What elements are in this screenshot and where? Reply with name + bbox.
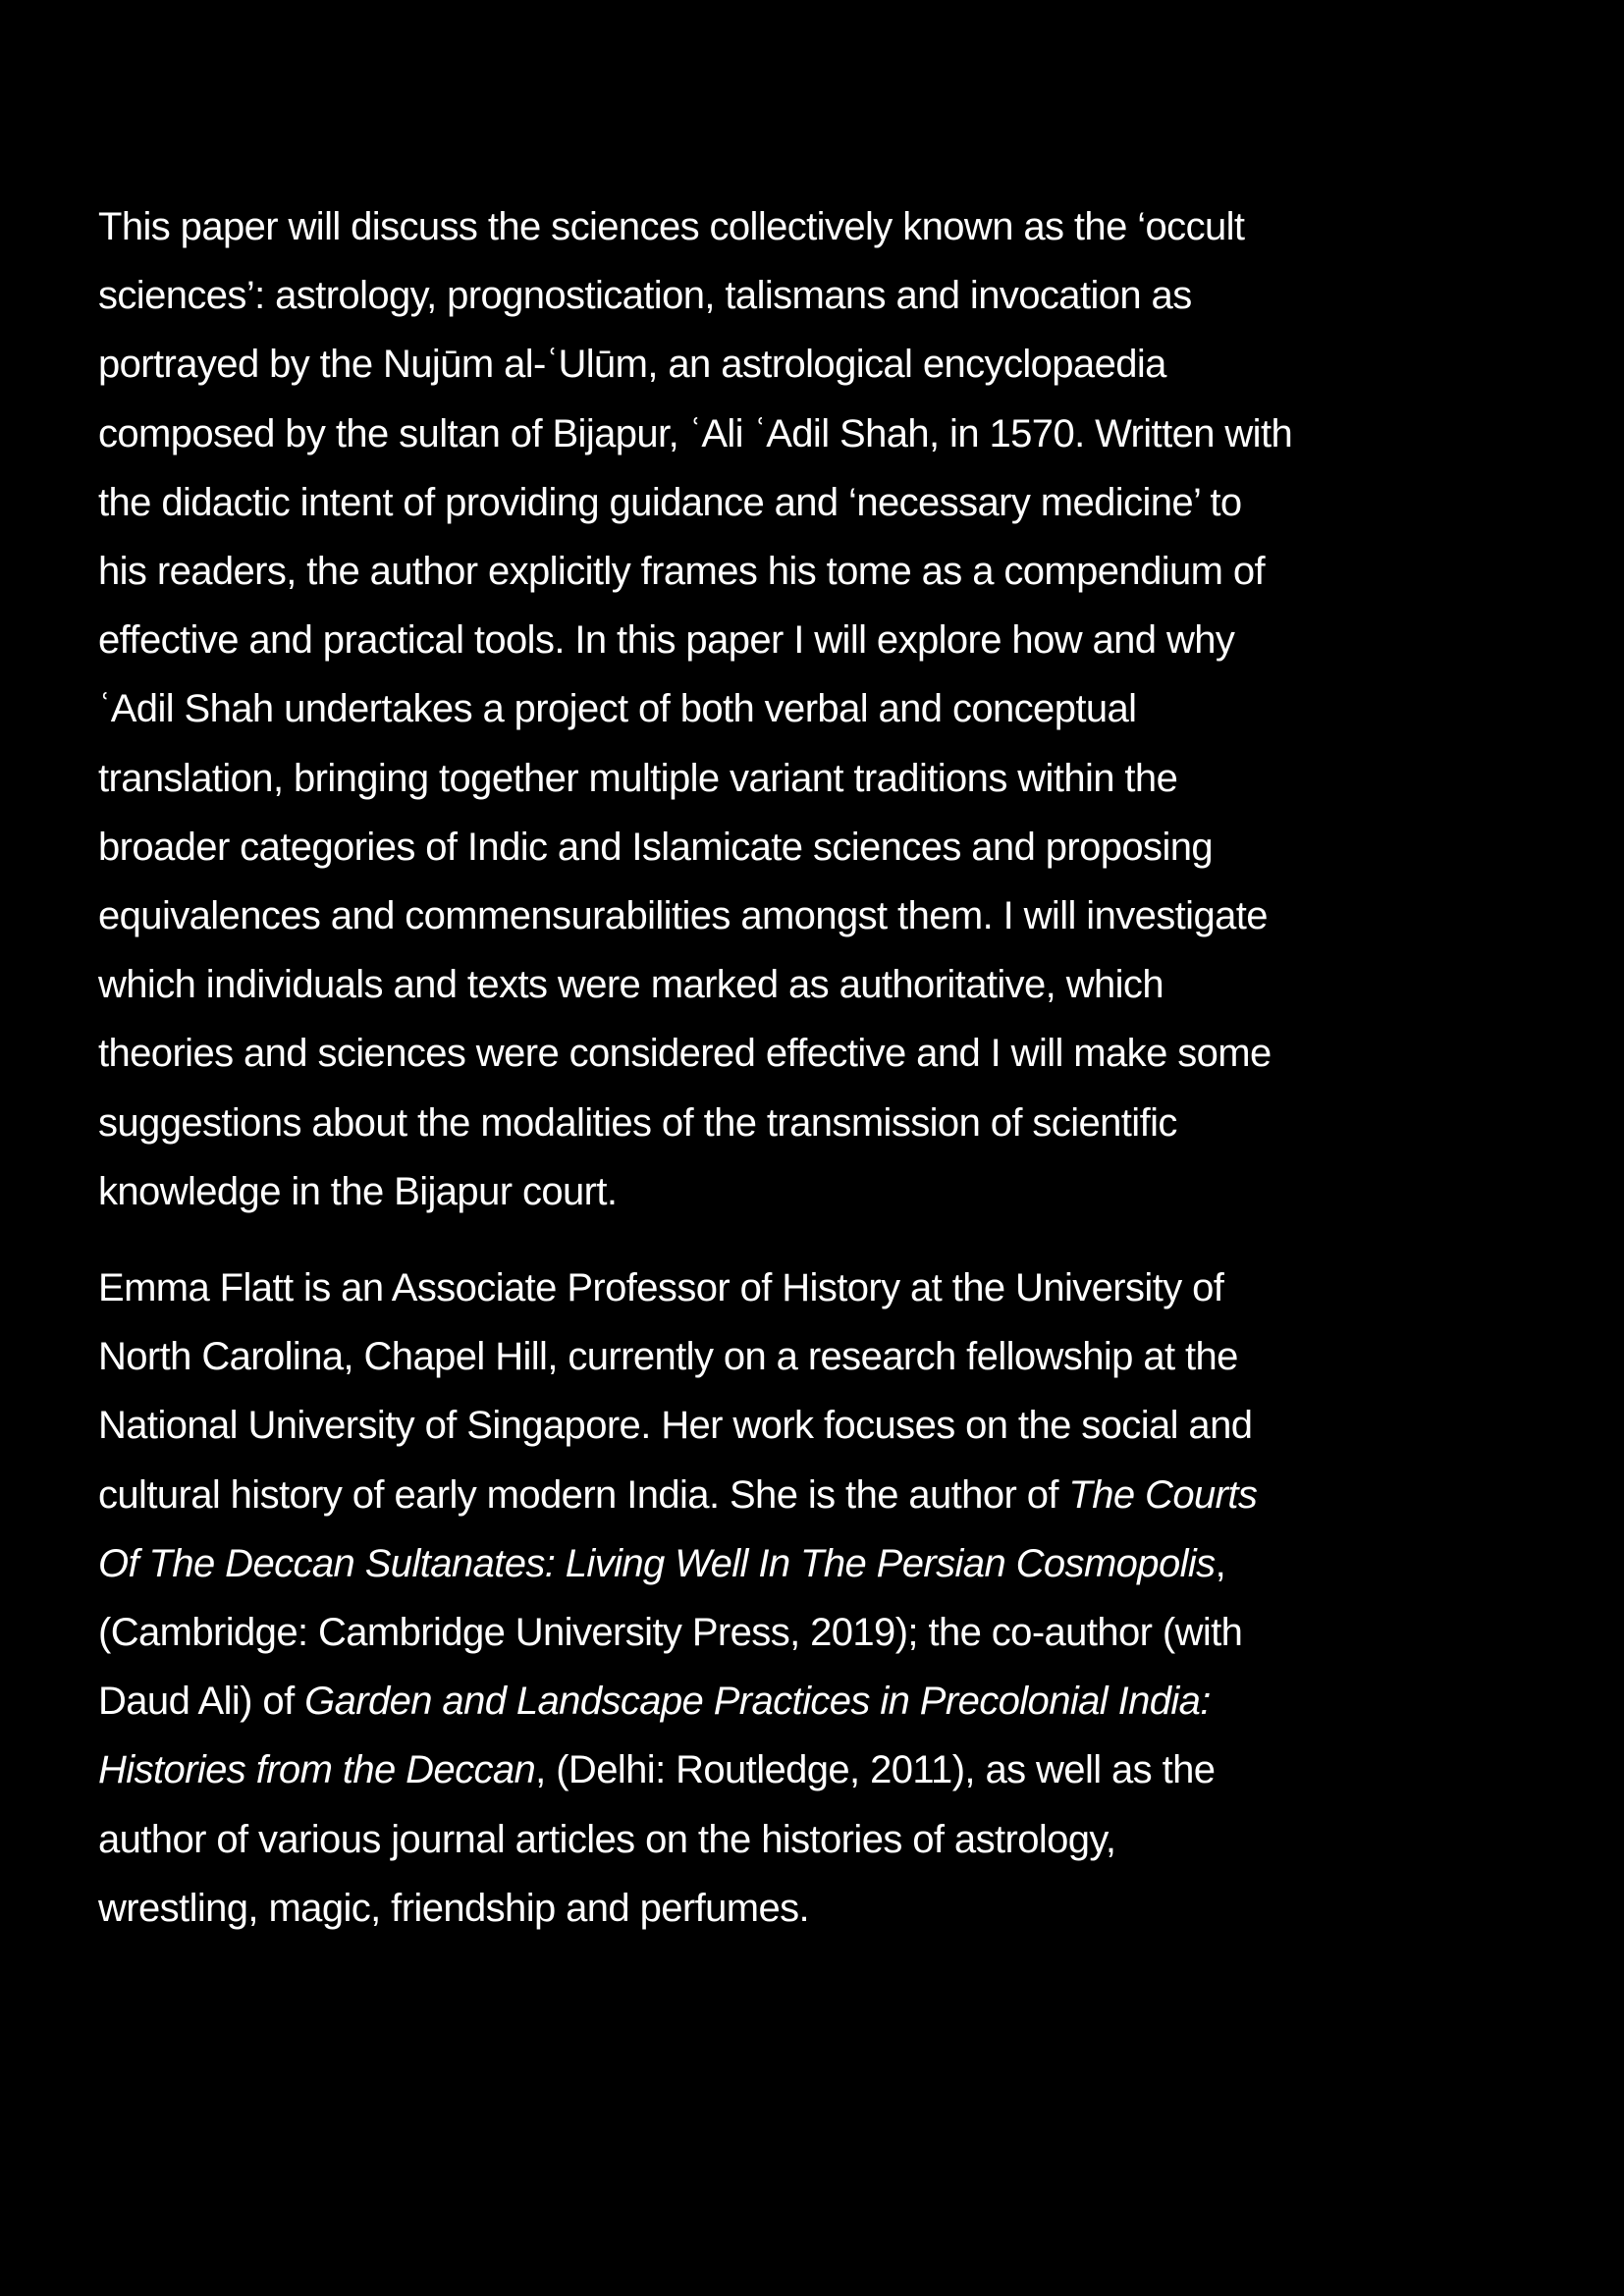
bio-line	[98, 1529, 1532, 1598]
abstract-line: broader categories of Indic and Islamicate sciences and proposing	[98, 825, 1214, 869]
bio-line: North Carolina, Chapel Hill, currently on a research fellowship at the	[98, 1335, 1238, 1379]
abstract-line: knowledge in the Bijapur court.	[98, 1169, 618, 1213]
abstract-line: sciences’: astrology, prognostication, talismans and invocation as	[98, 274, 1192, 318]
abstract-line: This paper will discuss the sciences collectively known as the ‘occult	[98, 205, 1245, 248]
abstract-line: portrayed by the Nujūm al-ʿUlūm, an astrological encyclopaedia	[98, 343, 1166, 387]
abstract-line: translation, bringing together multiple variant traditions within the	[98, 756, 1178, 800]
bio-line: author of various journal articles on the histories of astrology,	[98, 1817, 1116, 1861]
abstract-line: suggestions about the modalities of the transmission of scientific	[98, 1100, 1177, 1145]
bio-line	[98, 1461, 1532, 1529]
abstract-paragraph	[98, 192, 1532, 1226]
bio-text: ,	[1215, 1541, 1226, 1585]
bio-line: Emma Flatt is an Associate Professor of History at the University of	[98, 1266, 1224, 1310]
abstract-line: theories and sciences were considered effective and I will make some	[98, 1032, 1272, 1076]
bio-text: cultural history of early modern India. She is the author of	[98, 1472, 1069, 1517]
book-title-italic: Of The Deccan Sultanates: Living Well In The Persian Cosmopolis	[98, 1541, 1216, 1585]
abstract-line: equivalences and commensurabilities amongst them. I will investigate	[98, 894, 1268, 938]
book-title-italic: Histories from the Deccan	[98, 1748, 536, 1792]
abstract-line: which individuals and texts were marked as authoritative, which	[98, 963, 1164, 1007]
book-title-italic: Garden and Landscape Practices in Precolonial India:	[304, 1680, 1211, 1724]
bio-line: (Cambridge: Cambridge University Press, 2019); the co-author (with	[98, 1611, 1243, 1655]
abstract-line: composed by the sultan of Bijapur, ʿAli ʿAdil Shah, in 1570. Written with	[98, 411, 1293, 455]
abstract-line: his readers, the author explicitly frames his tome as a compendium of	[98, 550, 1266, 594]
author-bio-paragraph	[98, 1254, 1532, 1943]
abstract-line: effective and practical tools. In this paper I will explore how and why	[98, 618, 1235, 663]
bio-text: Daud Ali) of	[98, 1680, 305, 1724]
abstract-line: the didactic intent of providing guidance and ‘necessary medicine’ to	[98, 480, 1242, 524]
abstract-line: ʿAdil Shah undertakes a project of both verbal and conceptual	[98, 687, 1137, 731]
bio-line: wrestling, magic, friendship and perfumes.	[98, 1886, 810, 1930]
bio-text: , (Delhi: Routledge, 2011), as well as the	[535, 1748, 1216, 1792]
bio-line	[98, 1735, 1532, 1804]
document-page	[98, 192, 1532, 1943]
book-title-italic: The Courts	[1068, 1472, 1258, 1517]
bio-line	[98, 1667, 1532, 1735]
bio-line: National University of Singapore. Her work focuses on the social and	[98, 1404, 1253, 1448]
